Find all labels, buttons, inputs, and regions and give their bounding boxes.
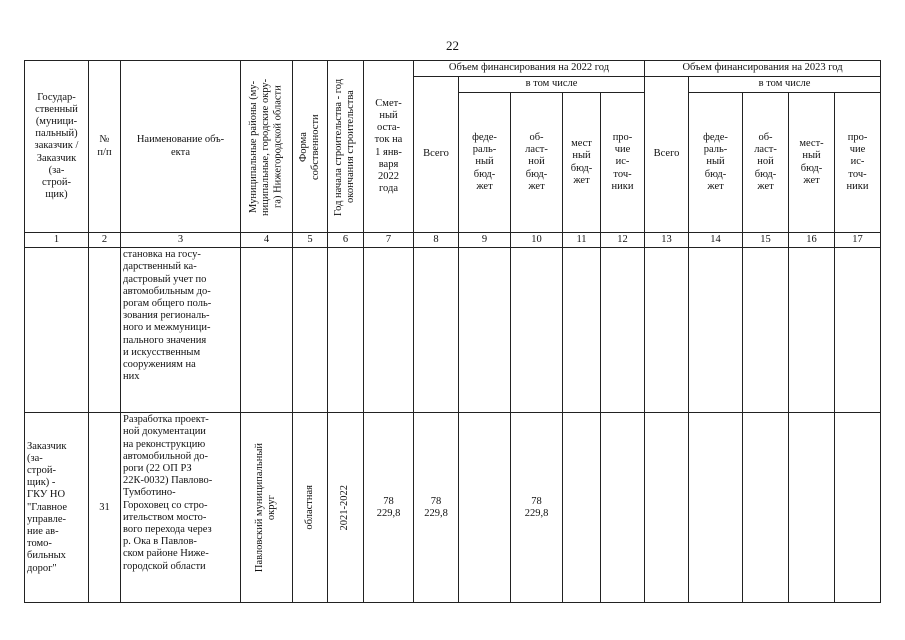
header-other-2023: про- чие ис- точ- ники — [835, 93, 881, 233]
column-number: 4 — [241, 233, 293, 248]
column-number: 10 — [511, 233, 563, 248]
header-years: Год начала строительства - год окончания строительства — [328, 61, 364, 233]
column-number-row — [25, 233, 881, 248]
row-total-2022: 78 229,8 — [414, 413, 459, 603]
column-number: 15 — [743, 233, 789, 248]
header-incl-2023: в том числе — [689, 77, 881, 93]
page-number: 22 — [446, 38, 459, 53]
column-number: 9 — [459, 233, 511, 248]
row-object-name: Разработка проект- ной документации на реконструкцию автомобильной до- роги (22 ОП РЗ 22К-0032) Павлово- Тумботино- Гороховец со стро- ительством мосто- вого перехода через р. Ока в Павлов- ском районе Ниже- городской области — [121, 413, 241, 603]
row-number: 31 — [89, 413, 121, 603]
header-local-2022: мест ный бюд- жет — [563, 93, 601, 233]
header-number: № п/п — [89, 61, 121, 233]
column-number: 5 — [293, 233, 328, 248]
row-regional-2022: 78 229,8 — [511, 413, 563, 603]
header-fin-2022: Объем финансирования на 2022 год — [414, 61, 645, 77]
column-number: 7 — [364, 233, 414, 248]
header-fin-2023: Объем финансирования на 2023 год — [645, 61, 881, 77]
row-estimate: 78 229,8 — [364, 413, 414, 603]
header-ownership: Форма собственности — [293, 61, 328, 233]
header-incl-2022: в том числе — [459, 77, 645, 93]
column-number: 17 — [835, 233, 881, 248]
column-number: 1 — [25, 233, 89, 248]
column-number: 14 — [689, 233, 743, 248]
column-number: 6 — [328, 233, 364, 248]
header-customer: Государ- ственный (муници- пальный) заказчик / Заказчик (за- строй- щик) — [25, 61, 89, 233]
row-object-name: становка на госу- дарственный ка- дастровый учет по автомобильным до- рогам общего поль- зования региональ- ного и межмуници- пального значения и искусственным сооружениям на них — [121, 248, 241, 413]
header-federal-2023: феде- раль- ный бюд- жет — [689, 93, 743, 233]
column-number: 2 — [89, 233, 121, 248]
header-federal-2022: феде- раль- ный бюд- жет — [459, 93, 511, 233]
row-number — [89, 248, 121, 413]
header-object-name: Наименование объ- екта — [121, 61, 241, 233]
column-number: 11 — [563, 233, 601, 248]
header-total-2023: Всего — [645, 77, 689, 233]
column-number: 3 — [121, 233, 241, 248]
header-regional-2023: об- ласт- ной бюд- жет — [743, 93, 789, 233]
column-number: 8 — [414, 233, 459, 248]
header-estimate: Смет- ный оста- ток на 1 янв- варя 2022 года — [364, 61, 414, 233]
row-customer: Заказчик (за- строй- щик) - ГКУ НО "Главное управле- ние ав- томо- бильных дорог" — [25, 413, 89, 603]
column-number: 16 — [789, 233, 835, 248]
row-district: Павловский муниципальный округ — [241, 413, 293, 603]
header-local-2023: мест- ный бюд- жет — [789, 93, 835, 233]
header-regional-2022: об- ласт- ной бюд- жет — [511, 93, 563, 233]
table-row — [25, 248, 881, 413]
column-number: 12 — [601, 233, 645, 248]
header-total-2022: Всего — [414, 77, 459, 233]
header-districts: Муниципальные районы (му- ниципальные, городские окру- га) Нижегородской области — [241, 61, 293, 233]
table-row — [25, 413, 881, 603]
financing-table — [24, 60, 881, 603]
row-customer — [25, 248, 89, 413]
row-ownership: областная — [293, 413, 328, 603]
column-number: 13 — [645, 233, 689, 248]
row-years: 2021-2022 — [328, 413, 364, 603]
header-other-2022: про- чие ис- точ- ники — [601, 93, 645, 233]
